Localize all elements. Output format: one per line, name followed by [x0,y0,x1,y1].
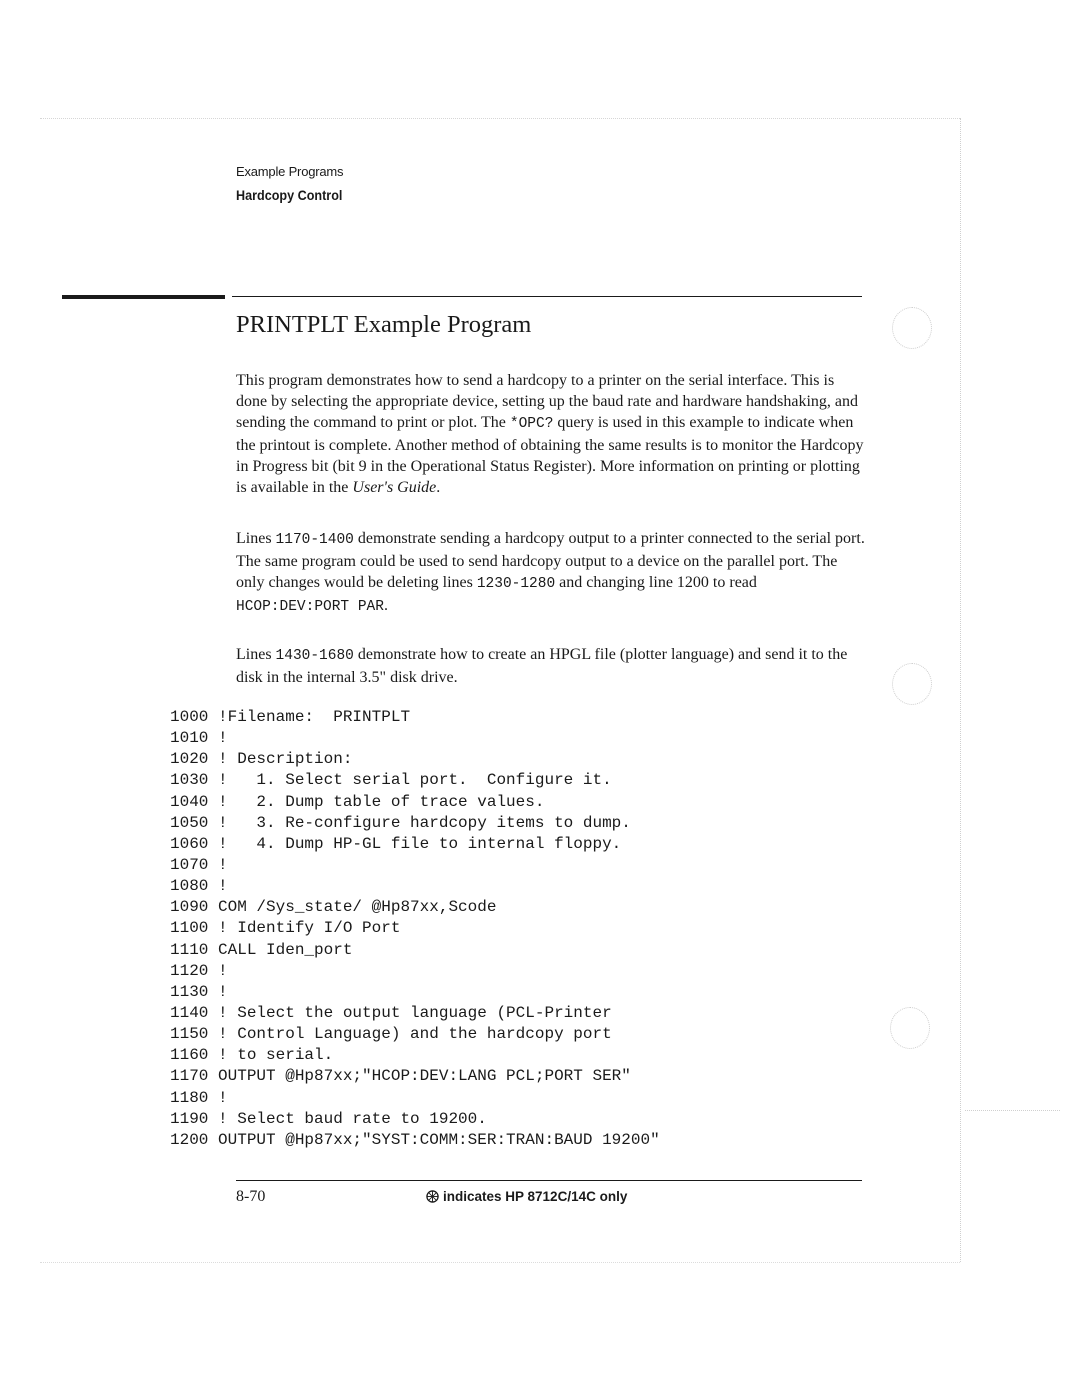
binder-hole [892,663,932,705]
text-run: . [436,479,441,496]
scan-edge-top [40,118,960,119]
footer-note [426,1189,627,1204]
hp-8712c-14c-model-icon [426,1190,439,1203]
code-inline: 1170-1400 [275,532,354,548]
scan-edge-right [960,118,961,1262]
running-header-section: Example Programs [236,164,344,179]
code-line: 1030 ! 1. Select serial port. Configure it. [170,771,612,790]
paragraph-hpgl-lines [236,644,866,688]
code-line: 1020 ! Description: [170,750,353,769]
code-line: 1120 ! [170,961,228,980]
paragraph-serial-lines [236,528,866,618]
binder-hole [892,307,932,349]
footer-rule [236,1180,862,1181]
text-run: demonstrate sending a hardcopy output to a printer connected to the serial port. The same program could be used to send hardcopy output to a device on the parallel port. The only changes would be deleting lines [236,530,865,591]
code-inline: 1430-1680 [275,648,354,664]
scan-tick [965,1110,1060,1111]
code-line: 1100 ! Identify I/O Port [170,919,401,938]
code-line: 1170 OUTPUT @Hp87xx;"HCOP:DEV:LANG PCL;PORT SER" [170,1067,631,1086]
paragraph-intro [236,370,866,498]
code-line: 1040 ! 2. Dump table of trace values. [170,792,545,811]
code-line: 1000 !Filename: PRINTPLT [170,708,411,726]
code-line: 1140 ! Select the output language (PCL-Printer [170,1003,612,1022]
section-rule-thin [232,296,862,297]
code-line: 1130 ! [170,982,228,1001]
binder-hole [890,1007,930,1049]
footer-note-text: indicates HP 8712C/14C only [443,1189,628,1204]
text-run: query is used in this example to indicate when the printout is complete. Another method of obtaining the same results is to monitor the Hardcopy in Progress bit (bit 9 in the Operational Status Register). More information on printing or plotting is available in the [236,414,864,496]
users-guide-reference: User's Guide [352,479,437,496]
code-line: 1050 ! 3. Re-configure hardcopy items to dump. [170,813,631,832]
page-title: PRINTPLT Example Program [236,311,532,338]
code-line: 1070 ! [170,855,228,874]
running-header-subsection: Hardcopy Control [236,187,343,203]
code-line: 1190 ! Select baud rate to 19200. [170,1109,487,1128]
code-inline: 1230-1280 [476,576,556,592]
code-inline: *OPC? [509,416,554,432]
code-inline: HCOP:DEV:PORT PAR [236,599,384,615]
text-run: Lines [236,530,276,547]
code-line: 1150 ! Control Language) and the hardcopy port [170,1025,612,1044]
page-number: 8-70 [236,1188,266,1205]
scan-edge-bottom [40,1262,960,1263]
code-line: 1180 ! [170,1088,228,1107]
code-listing [170,707,660,1151]
code-line: 1060 ! 4. Dump HP-GL file to internal floppy. [170,834,622,853]
code-line: 1200 OUTPUT @Hp87xx;"SYST:COMM:SER:TRAN:BAUD 19200" [170,1130,660,1149]
section-rule-thick [62,295,225,299]
text-run: This program demonstrates how to send a hardcopy to a printer on the serial interface. This is done by selecting the appropriate device, setting up the baud rate and hardware handshaking, and sending the command to print or plot. The [236,372,858,431]
code-line: 1090 COM /Sys_state/ @Hp87xx,Scode [170,898,497,917]
text-run: demonstrate how to create an HPGL file (plotter language) and send it to the disk in the internal 3.5" disk drive. [236,646,848,686]
code-line: 1110 CALL Iden_port [170,940,353,959]
text-run: Lines [236,646,276,663]
text-run: and changing line 1200 to read [555,574,757,591]
code-line: 1010 ! [170,729,228,748]
code-line: 1160 ! to serial. [170,1046,334,1065]
text-run: . [383,597,388,614]
code-line: 1080 ! [170,877,228,896]
